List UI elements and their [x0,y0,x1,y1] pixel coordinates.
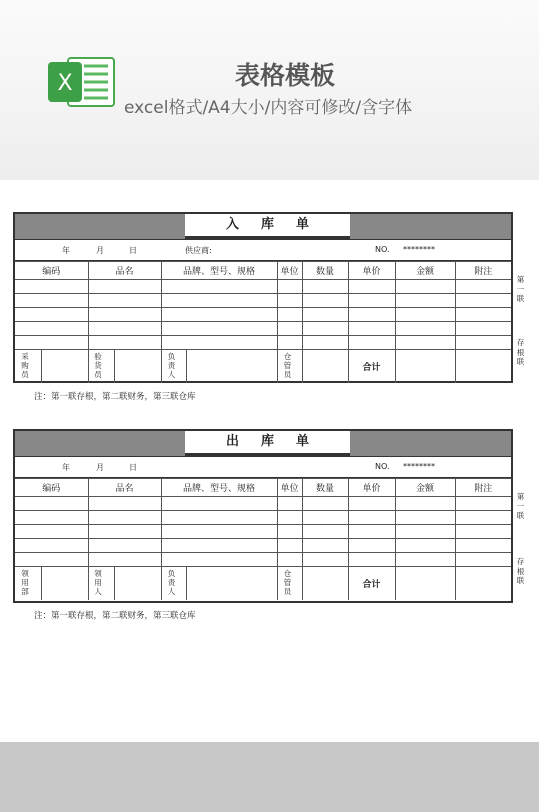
side-label: 存根联 [516,338,525,366]
table-row [15,539,511,553]
table-cell[interactable] [277,539,302,553]
table-cell[interactable] [348,294,395,308]
table-row [15,280,511,294]
table-cell[interactable] [15,539,88,553]
column-header: 品名 [88,479,161,497]
table-cell[interactable] [395,308,455,322]
table-cell[interactable] [302,525,348,539]
table-cell[interactable] [15,322,88,336]
table-cell[interactable] [88,322,161,336]
table-cell[interactable] [15,336,88,350]
table-cell[interactable] [302,280,348,294]
table-cell[interactable] [161,280,277,294]
table-cell[interactable] [277,336,302,350]
table-cell[interactable] [395,567,455,601]
inbound-form [13,212,513,383]
table-cell[interactable] [15,525,88,539]
table-cell[interactable] [455,280,511,294]
table-cell[interactable] [455,308,511,322]
signature-label: 验货员 [94,352,102,379]
day-label: 日 [129,463,137,472]
table-cell[interactable] [455,511,511,525]
table-row [15,497,511,511]
month-label: 月 [96,463,104,472]
footer-band [0,742,539,812]
table-cell[interactable] [348,497,395,511]
table-cell[interactable] [302,539,348,553]
column-header: 数量 [302,479,348,497]
table-cell[interactable] [161,553,277,567]
table-header-row [15,262,511,280]
table-cell[interactable] [161,322,277,336]
year-label: 年 [62,246,70,255]
column-header: 附注 [455,262,511,280]
header-banner [0,0,539,180]
table-cell[interactable] [15,294,88,308]
table-cell[interactable] [348,539,395,553]
table-cell[interactable] [88,308,161,322]
excel-logo-icon [44,54,120,110]
table-cell[interactable] [15,511,88,525]
side-label: 存根联 [516,557,525,585]
table-row [15,322,511,336]
inbound-form-title: 入库单 [185,214,350,239]
column-header: 金额 [395,262,455,280]
signature-row [15,350,511,384]
table-cell[interactable] [161,497,277,511]
table-row [15,525,511,539]
table-cell[interactable] [395,322,455,336]
table-header-row [15,479,511,497]
table-row [15,553,511,567]
table-cell[interactable] [277,280,302,294]
inbound-form-header [15,214,511,240]
no-value: ******** [403,462,435,471]
table-cell[interactable] [455,525,511,539]
no-label: NO. [375,462,390,471]
page-subtitle: excel格式/A4大小/内容可修改/含字体 [124,98,413,118]
column-header: 单价 [348,262,395,280]
outbound-form-header [15,431,511,457]
column-header: 品名 [88,262,161,280]
outbound-form-title: 出库单 [185,431,350,456]
inbound-table [15,261,511,383]
table-cell[interactable] [348,336,395,350]
table-cell[interactable] [277,294,302,308]
table-cell[interactable] [395,553,455,567]
logo-letter: X [57,71,73,96]
column-header: 单位 [277,262,302,280]
form-note: 注：第一联存根，第二联财务，第三联仓库 [34,611,196,621]
signature-label: 领用人 [94,569,102,596]
table-cell[interactable] [455,567,511,601]
table-cell[interactable] [302,336,348,350]
table-cell[interactable] [302,511,348,525]
table-cell[interactable] [161,525,277,539]
table-cell[interactable] [88,525,161,539]
table-cell[interactable] [395,336,455,350]
table-cell[interactable] [302,567,348,601]
table-cell[interactable] [395,511,455,525]
signature-label: 领用部 [21,569,29,596]
table-cell[interactable] [277,511,302,525]
day-label: 日 [129,246,137,255]
signature-label: 采购员 [21,352,29,379]
column-header: 附注 [455,479,511,497]
table-cell[interactable] [277,497,302,511]
table-cell[interactable] [455,322,511,336]
signature-label: 负责人 [167,352,176,379]
table-cell[interactable] [88,539,161,553]
table-cell[interactable] [348,553,395,567]
table-cell[interactable] [15,497,88,511]
page-title: 表格模板 [234,61,335,90]
table-row [15,308,511,322]
outbound-form [13,429,513,603]
table-cell[interactable] [277,553,302,567]
month-label: 月 [96,246,104,255]
side-label: 第一联 [516,492,525,520]
table-row [15,336,511,350]
table-cell[interactable] [277,322,302,336]
column-header: 单位 [277,479,302,497]
side-label: 第一联 [516,275,525,303]
table-cell[interactable] [455,553,511,567]
table-cell[interactable] [395,497,455,511]
column-header: 单价 [348,479,395,497]
column-header: 编码 [15,479,88,497]
table-cell[interactable] [88,511,161,525]
table-cell[interactable] [348,280,395,294]
no-label: NO. [375,245,390,254]
total-label: 合计 [348,350,395,384]
table-cell[interactable] [455,336,511,350]
outbound-info-row [15,457,511,478]
form-note: 注：第一联存根，第二联财务，第三联仓库 [34,392,196,402]
table-cell[interactable] [302,308,348,322]
column-header: 金额 [395,479,455,497]
column-header: 数量 [302,262,348,280]
table-cell[interactable] [277,308,302,322]
table-cell[interactable] [302,294,348,308]
signature-row [15,567,511,601]
supplier-label: 供应商: [185,246,212,255]
inbound-info-row [15,240,511,261]
table-cell[interactable] [161,308,277,322]
table-cell[interactable] [348,322,395,336]
table-cell[interactable] [161,336,277,350]
table-cell[interactable] [88,336,161,350]
signature-label: 负责人 [167,569,176,596]
table-row [15,511,511,525]
table-cell[interactable] [395,350,455,384]
table-cell[interactable] [161,539,277,553]
signature-label: 仓管员 [283,352,292,379]
table-cell[interactable] [161,511,277,525]
no-value: ******** [403,245,435,254]
table-cell[interactable] [395,525,455,539]
total-label: 合计 [348,567,395,601]
column-header: 品牌、型号、规格 [161,479,277,497]
signature-label: 仓管员 [283,569,292,596]
column-header: 编码 [15,262,88,280]
table-cell[interactable] [88,294,161,308]
table-cell[interactable] [395,539,455,553]
year-label: 年 [62,463,70,472]
table-cell[interactable] [348,308,395,322]
table-cell[interactable] [302,497,348,511]
table-cell[interactable] [302,350,348,384]
table-cell[interactable] [15,553,88,567]
table-row [15,294,511,308]
table-cell[interactable] [15,280,88,294]
table-cell[interactable] [161,294,277,308]
table-cell[interactable] [88,553,161,567]
table-cell[interactable] [348,525,395,539]
table-cell[interactable] [15,308,88,322]
table-cell[interactable] [455,350,511,384]
table-cell[interactable] [302,553,348,567]
column-header: 品牌、型号、规格 [161,262,277,280]
table-cell[interactable] [348,511,395,525]
table-cell[interactable] [277,525,302,539]
table-cell[interactable] [455,294,511,308]
outbound-table [15,478,511,600]
table-cell[interactable] [455,539,511,553]
table-cell[interactable] [88,497,161,511]
table-cell[interactable] [88,280,161,294]
table-cell[interactable] [395,294,455,308]
table-cell[interactable] [395,280,455,294]
table-cell[interactable] [302,322,348,336]
table-cell[interactable] [455,497,511,511]
